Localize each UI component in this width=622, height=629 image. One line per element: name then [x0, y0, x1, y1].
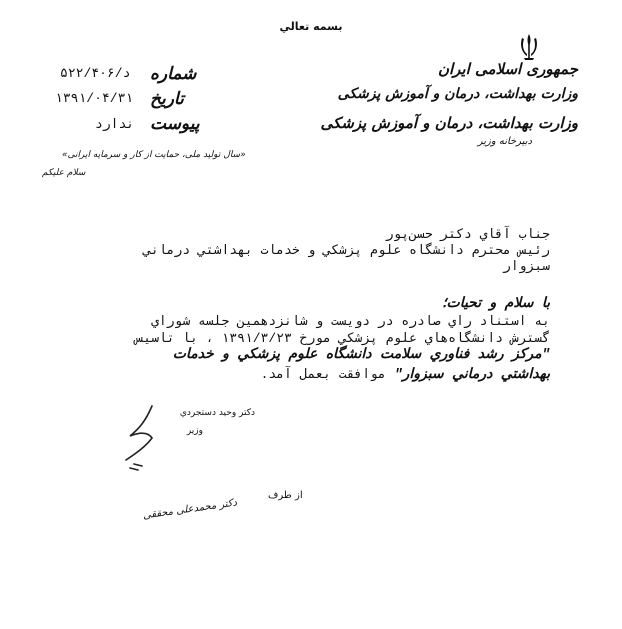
date-value: ۱۳۹۱/۰۴/۳۱ — [55, 91, 134, 106]
emblem-line3: وزارت بهداشت، درمان و آموزش پزشکی — [320, 114, 578, 132]
recipient-line: جناب آقاي دكتر حسن‌پور — [385, 227, 550, 242]
attachment-label: پیوست — [150, 114, 200, 134]
body-line-1: به استناد راي صادره در دويست و شانزدهمين جلسه شوراي — [151, 314, 550, 329]
body-line-4-bold: بهداشتي درماني سبزوار" — [394, 367, 550, 383]
attachment-value: ندارد — [95, 117, 135, 132]
emblem-line1: جمهوری اسلامی ایران — [437, 60, 578, 78]
emblem-line4: دبیرخانه وزیر — [477, 136, 532, 147]
greeting-small: سلام علیکم — [42, 168, 86, 178]
signature-scribble-icon — [112, 402, 182, 472]
cc-label: از طرف — [268, 490, 303, 501]
cc-name: دکتر محمدعلی محققی — [142, 497, 238, 522]
signatory-title: وزير — [186, 426, 203, 436]
basmala: بسمه تعالي — [279, 20, 343, 33]
date-label: تاریخ — [150, 89, 184, 109]
iran-emblem-icon — [518, 32, 540, 62]
body-line-4 — [50, 366, 550, 384]
body-line-3: "مركز رشد فناوري سلامت دانشگاه علوم پزشكي و خدمات — [172, 347, 550, 363]
body-line-4-tail: موافقت بعمل آمد. — [260, 367, 386, 382]
slogan: «سال تولید ملی، حمایت از کار و سرمایه ایرانی» — [62, 150, 246, 160]
signatory-name: دكتر وحيد دستجردي — [179, 408, 255, 418]
body-line-2: گسترش دانشگاه‌هاي علوم پزشكي مورخ ۱۳۹۱/۳/۲۳ ، با تاسيس — [135, 331, 550, 346]
recipient-city-line: سبزوار — [503, 259, 550, 274]
salutation: با سلام و تحيات؛ — [442, 296, 550, 312]
recipient-title-line: رئيس محترم دانشگاه علوم پزشكي و خدمات بهداشتي درماني — [143, 243, 550, 258]
number-value: د/۵۲۲/۴۰۶ — [60, 66, 131, 81]
emblem-line2: وزارت بهداشت، درمان و آموزش پزشکی — [337, 86, 578, 102]
number-label: شماره — [150, 64, 197, 84]
